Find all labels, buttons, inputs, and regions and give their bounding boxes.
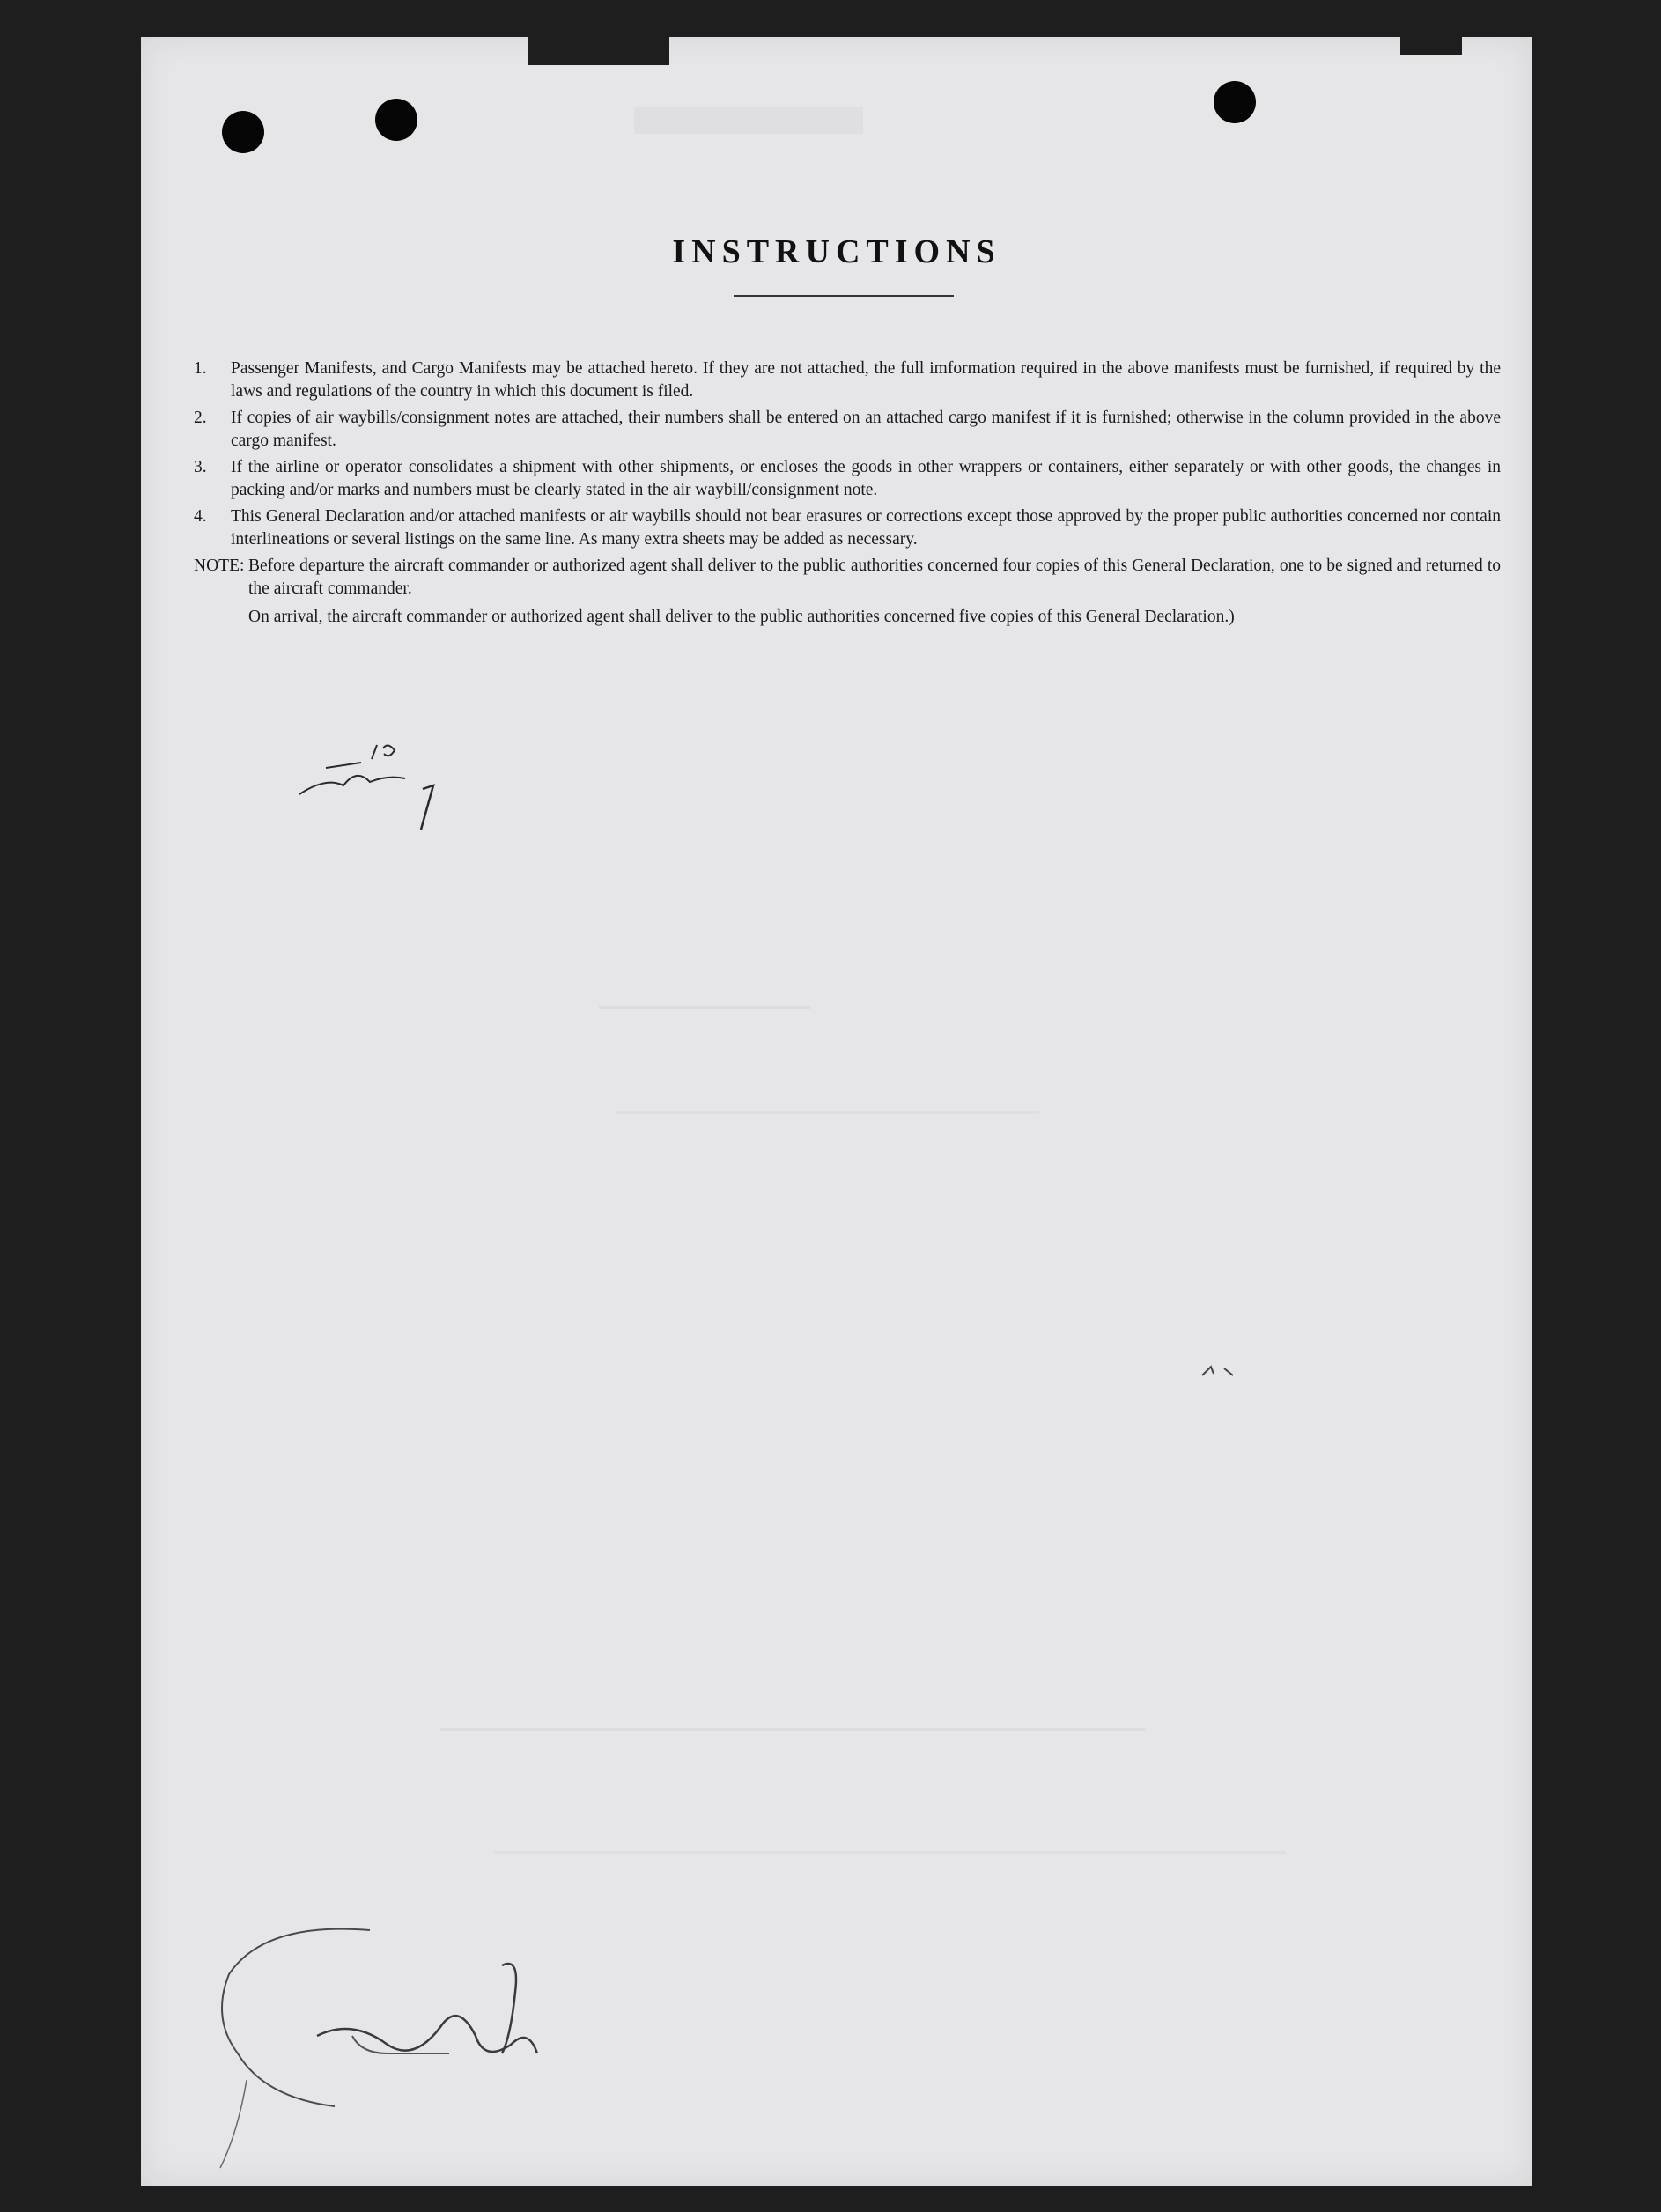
signature-bleedthrough — [211, 1921, 652, 2186]
instruction-item — [194, 505, 1501, 551]
punch-hole-center — [375, 99, 417, 141]
instruction-text: If copies of air waybills/consignment notes are attached, their numbers shall be entered on an attached cargo manifest if it is furnished; otherwise in the column provided in the above cargo manifest. — [231, 409, 1501, 450]
instruction-item — [194, 358, 1501, 403]
handwritten-annotation — [273, 724, 484, 847]
pencil-mark — [1198, 1358, 1251, 1384]
instruction-number: 4. — [194, 507, 207, 526]
instruction-number: 2. — [194, 409, 207, 427]
document-page — [141, 37, 1532, 2186]
note-paragraph: Before departure the aircraft commander or authorized agent shall deliver to the public authorities concerned four copies of this General Declaration, one to be signed and returned to the aircraft commander. — [248, 557, 1501, 598]
punch-hole-right — [1214, 81, 1256, 123]
instructions-list — [194, 358, 1501, 634]
instruction-text: Passenger Manifests, and Cargo Manifests may be attached hereto. If they are not attached, the full imformation required in the above manifests must be furnished, if required by the laws and regulations of the country in which this document is filed. — [231, 359, 1501, 401]
note-paragraph: On arrival, the aircraft commander or authorized agent shall deliver to the public authorities concerned five copies of this General Declaration.) — [248, 608, 1235, 626]
instruction-number: 3. — [194, 458, 207, 476]
instruction-item — [194, 456, 1501, 502]
torn-edge-notch — [1400, 37, 1462, 55]
heading-rule — [734, 295, 954, 297]
bleed-through-mark — [634, 107, 863, 134]
note-label: NOTE: — [194, 557, 245, 575]
instruction-text: This General Declaration and/or attached manifests or air waybills should not bear erasures or corrections except those approved by the proper public authorities concerned nor contain interlineations or several listings on the same line. As many extra sheets may be added as necessary. — [231, 507, 1501, 549]
bleed-through-mark — [440, 1728, 1145, 1731]
torn-edge-notch — [528, 37, 669, 65]
bleed-through-mark — [616, 1111, 1039, 1114]
instruction-number: 1. — [194, 359, 207, 378]
instructions-heading: INSTRUCTIONS — [672, 233, 1001, 270]
bleed-through-mark — [493, 1851, 1286, 1854]
bleed-through-mark — [599, 1006, 810, 1009]
punch-hole-left — [222, 111, 264, 153]
instruction-text: If the airline or operator consolidates a shipment with other shipments, or encloses the goods in other wrappers or containers, either separately or with other goods, the changes in packing and/or marks and numbers must be clearly stated in the air waybill/consignment note. — [231, 458, 1501, 499]
note-block — [194, 555, 1501, 629]
instruction-item — [194, 407, 1501, 453]
